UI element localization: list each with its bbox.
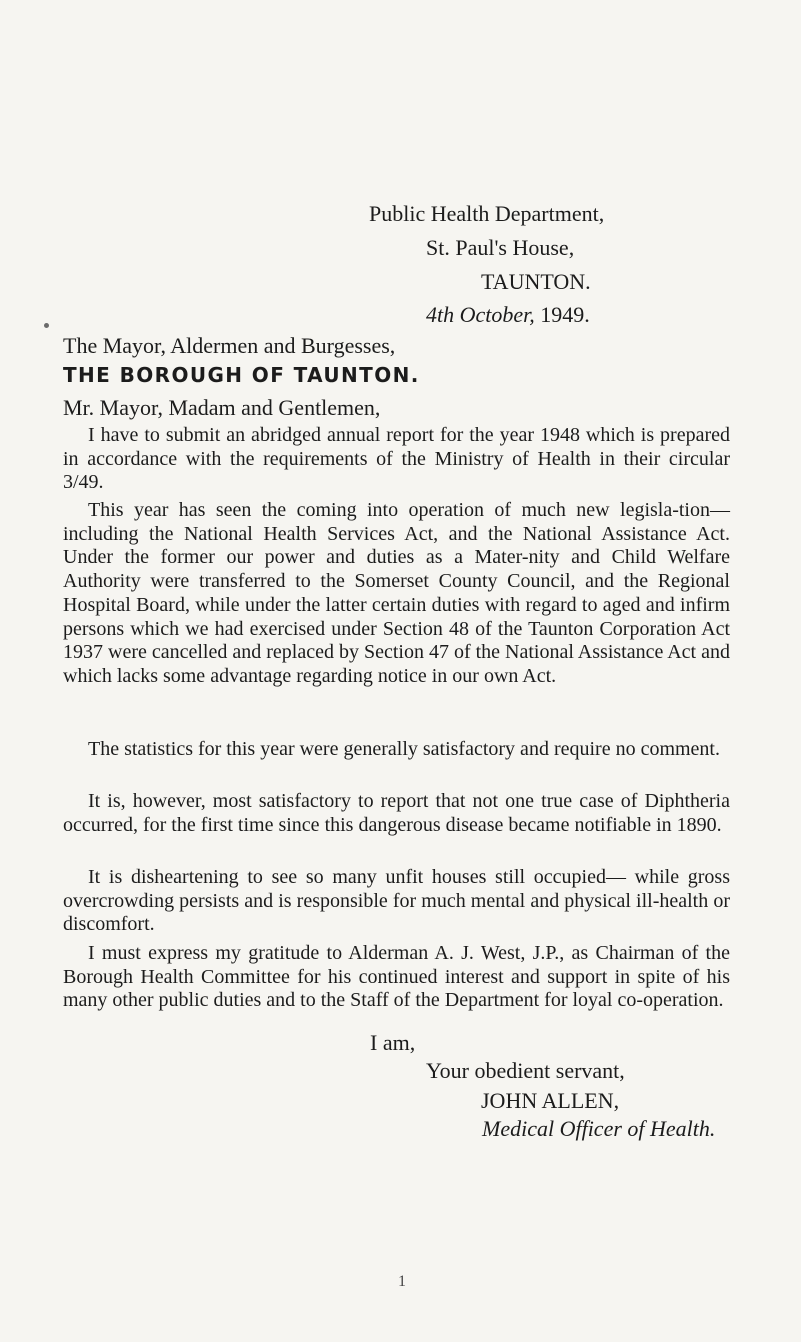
addressee-line: The Mayor, Aldermen and Burgesses, — [63, 333, 396, 358]
paragraph-6: I must express my gratitude to Alderman A. J. West, J.P., as Chairman of the Borough Health Committee for his continued interest and support in spite of his many other public duties and to the Staff of the Department for loyal co-operation. — [63, 942, 730, 1012]
salutation: Mr. Mayor, Madam and Gentlemen, — [63, 395, 381, 420]
print-speck — [44, 323, 49, 328]
paragraph-5: It is disheartening to see so many unfit houses still occupied— while gross overcrowding persists and is responsible for much mental and physical ill-health or discomfort. — [63, 866, 730, 936]
addressee-borough: THE BOROUGH OF TAUNTON. — [63, 363, 420, 387]
page-number: 1 — [398, 1273, 406, 1290]
letterhead-town: TAUNTON. — [481, 269, 591, 294]
signature-name: JOHN ALLEN, — [481, 1088, 620, 1113]
paragraph-2: This year has seen the coming into operation of much new legisla-tion—including the National Health Services Act, and the National Assistance Act. Under the former our power and duties as a Mater-nity and Child Welfare Authority were transferred to the Somerset County Council, and the Regional Hospital Board, while under the latter certain duties with regard to aged and infirm persons which we had exercised under Section 48 of the Taunton Corporation Act 1937 were cancelled and replaced by Section 47 of the National Assistance Act and which lacks some advantage regarding notice in our own Act. — [63, 499, 730, 687]
closing-servant: Your obedient servant, — [426, 1058, 625, 1083]
paragraph-1: I have to submit an abridged annual report for the year 1948 which is prepared in accordance with the requirements of the Ministry of Health in their circular 3/49. — [63, 424, 730, 494]
closing-line: I am, — [370, 1030, 416, 1055]
date-day: 4th — [426, 302, 455, 327]
signature-title: Medical Officer of Health. — [482, 1116, 716, 1141]
date-month: October, — [459, 302, 535, 327]
paragraph-3: The statistics for this year were generally satisfactory and require no comment. — [88, 738, 720, 760]
letterhead-department: Public Health Department, — [369, 201, 605, 226]
letterhead-building: St. Paul's House, — [426, 235, 575, 260]
date-year: 1949. — [540, 302, 590, 327]
letter-date — [426, 302, 590, 328]
paragraph-4: It is, however, most satisfactory to report that not one true case of Diphtheria occurred, for the first time since this dangerous disease became notifiable in 1890. — [63, 790, 730, 836]
